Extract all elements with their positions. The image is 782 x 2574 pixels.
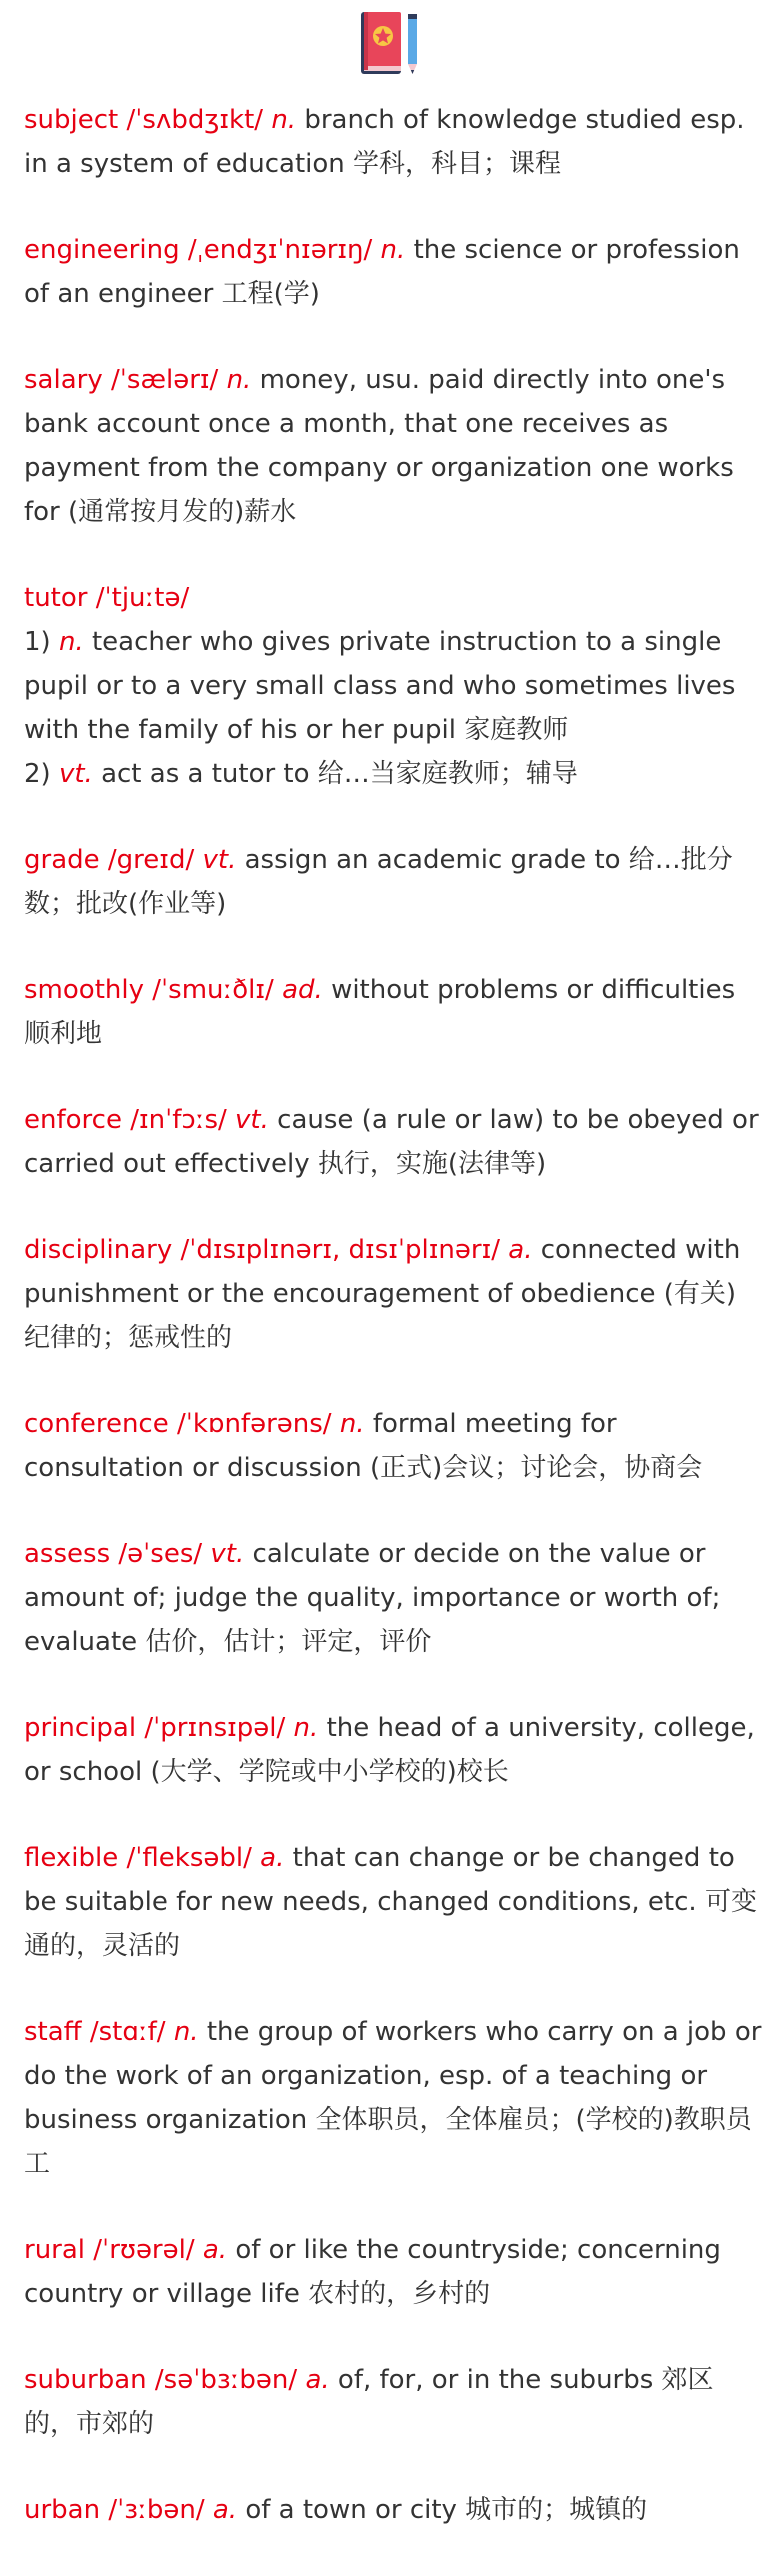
vocab-entry xyxy=(24,1228,764,1360)
pronunciation: /ˈkɒnfərəns/ xyxy=(176,1409,332,1439)
headword: assess xyxy=(24,1539,111,1569)
definition: of a town or city 城市的；城镇的 xyxy=(245,2495,648,2525)
pronunciation: /stɑːf/ xyxy=(89,2017,166,2047)
headword: tutor xyxy=(24,583,88,613)
pronunciation: /greɪd/ xyxy=(107,845,195,875)
definition: connected with punishment or the encouragement of obedience (有关) 纪律的；惩戒性的 xyxy=(24,1235,741,1353)
headword: staff xyxy=(24,2017,82,2047)
pronunciation: /ˈɜːbən/ xyxy=(108,2495,205,2525)
part-of-speech: a. xyxy=(508,1235,533,1265)
part-of-speech: a. xyxy=(305,2365,330,2395)
part-of-speech: n. xyxy=(58,627,84,657)
pronunciation: /ˈfleksəbl/ xyxy=(126,1843,252,1873)
word-list xyxy=(24,98,764,2574)
headword: flexible xyxy=(24,1843,119,1873)
part-of-speech: n. xyxy=(226,365,252,395)
definition: branch of knowledge studied esp. in a system of education 学科，科目；课程 xyxy=(24,105,745,179)
part-of-speech: a. xyxy=(202,2235,228,2265)
sense-number: 2) xyxy=(24,759,51,789)
pronunciation: /ˈrʊərəl/ xyxy=(93,2235,195,2265)
part-of-speech: vt. xyxy=(202,845,237,875)
pronunciation: /əˈses/ xyxy=(118,1539,203,1569)
pronunciation: /ˈtjuːtə/ xyxy=(95,583,190,613)
part-of-speech: a. xyxy=(260,1843,285,1873)
part-of-speech: n. xyxy=(271,105,297,135)
vocab-entry xyxy=(24,98,764,186)
definition: cause (a rule or law) to be obeyed or carried out effectively 执行，实施(法律等) xyxy=(24,1105,759,1179)
part-of-speech: vt. xyxy=(235,1105,269,1135)
pronunciation: /ˈprɪnsɪpəl/ xyxy=(144,1713,286,1743)
definition: of or like the countryside; concerning country or village life 农村的，乡村的 xyxy=(24,2235,721,2309)
definition: assign an academic grade to 给…批分数；批改(作业等) xyxy=(24,845,733,919)
pronunciation: /ˈsmuːðlɪ/ xyxy=(152,975,274,1005)
pronunciation: /ˈsælərɪ/ xyxy=(110,365,219,395)
pronunciation: /ˈdɪsɪplɪnərɪ, dɪsɪˈplɪnərɪ/ xyxy=(180,1235,501,1265)
headword: disciplinary xyxy=(24,1235,173,1265)
headword: enforce xyxy=(24,1105,122,1135)
vocab-entry xyxy=(24,968,764,1056)
vocab-entry xyxy=(24,838,764,926)
vocab-entry xyxy=(24,2488,764,2532)
part-of-speech: vt. xyxy=(58,759,93,789)
definition: money, usu. paid directly into one's bank account once a month, that one receives as payment from the company or organization one works for (通常按月发的)薪水 xyxy=(24,365,734,527)
headword: engineering xyxy=(24,235,180,265)
headword: subject xyxy=(24,105,119,135)
definition: calculate or decide on the value or amount of; judge the quality, importance or worth of; evaluate 估价，估计；评定，评价 xyxy=(24,1539,721,1657)
headword: salary xyxy=(24,365,103,395)
headword: rural xyxy=(24,2235,86,2265)
headword: principal xyxy=(24,1713,137,1743)
pronunciation: /ˌendʒɪˈnɪərɪŋ/ xyxy=(187,235,373,265)
headword: suburban xyxy=(24,2365,147,2395)
definition: without problems or difficulties 顺利地 xyxy=(24,975,736,1049)
vocab-entry xyxy=(24,2358,764,2446)
definition: the group of workers who carry on a job or do the work of an organization, esp. of a teaching or business organization 全体职员，全体雇员；(学校的)教职员工 xyxy=(24,2017,762,2179)
vocab-entry xyxy=(24,2228,764,2316)
pronunciation: /ɪnˈfɔːs/ xyxy=(130,1105,227,1135)
definition: the science or profession of an engineer 工程(学) xyxy=(24,235,740,309)
part-of-speech: n. xyxy=(173,2017,199,2047)
definition: the head of a university, college, or school (大学、学院或中小学校的)校长 xyxy=(24,1713,755,1787)
definition: of, for, or in the suburbs 郊区的，市郊的 xyxy=(24,2365,714,2439)
vocab-entry xyxy=(24,576,764,796)
part-of-speech: n. xyxy=(380,235,406,265)
vocab-entry xyxy=(24,1706,764,1794)
definition: formal meeting for consultation or discussion (正式)会议；讨论会，协商会 xyxy=(24,1409,703,1483)
part-of-speech: vt. xyxy=(210,1539,245,1569)
pronunciation: /ˈsʌbdʒɪkt/ xyxy=(126,105,264,135)
sense-line xyxy=(24,620,764,752)
vocab-entry xyxy=(24,1402,764,1490)
vocab-entry xyxy=(24,1098,764,1186)
pronunciation: /səˈbɜːbən/ xyxy=(154,2365,298,2395)
vocab-entry xyxy=(24,228,764,316)
sense-number: 1) xyxy=(24,627,51,657)
part-of-speech: n. xyxy=(339,1409,365,1439)
definition: act as a tutor to 给…当家庭教师；辅导 xyxy=(101,759,578,789)
vocab-entry xyxy=(24,1532,764,1664)
book-and-pencil-icon xyxy=(355,8,427,80)
vocab-entry xyxy=(24,358,764,534)
vocab-entry xyxy=(24,2010,764,2186)
part-of-speech: ad. xyxy=(282,975,323,1005)
headword: conference xyxy=(24,1409,169,1439)
headword: urban xyxy=(24,2495,101,2525)
part-of-speech: n. xyxy=(293,1713,319,1743)
definition: that can change or be changed to be suitable for new needs, changed conditions, etc. 可变通的，灵活的 xyxy=(24,1843,757,1961)
definition: teacher who gives private instruction to a single pupil or to a very small class and who sometimes lives with the family of his or her pupil 家庭教师 xyxy=(24,627,736,745)
headword: grade xyxy=(24,845,100,875)
headword: smoothly xyxy=(24,975,144,1005)
vocab-entry xyxy=(24,1836,764,1968)
sense-line xyxy=(24,752,764,796)
part-of-speech: a. xyxy=(212,2495,238,2525)
